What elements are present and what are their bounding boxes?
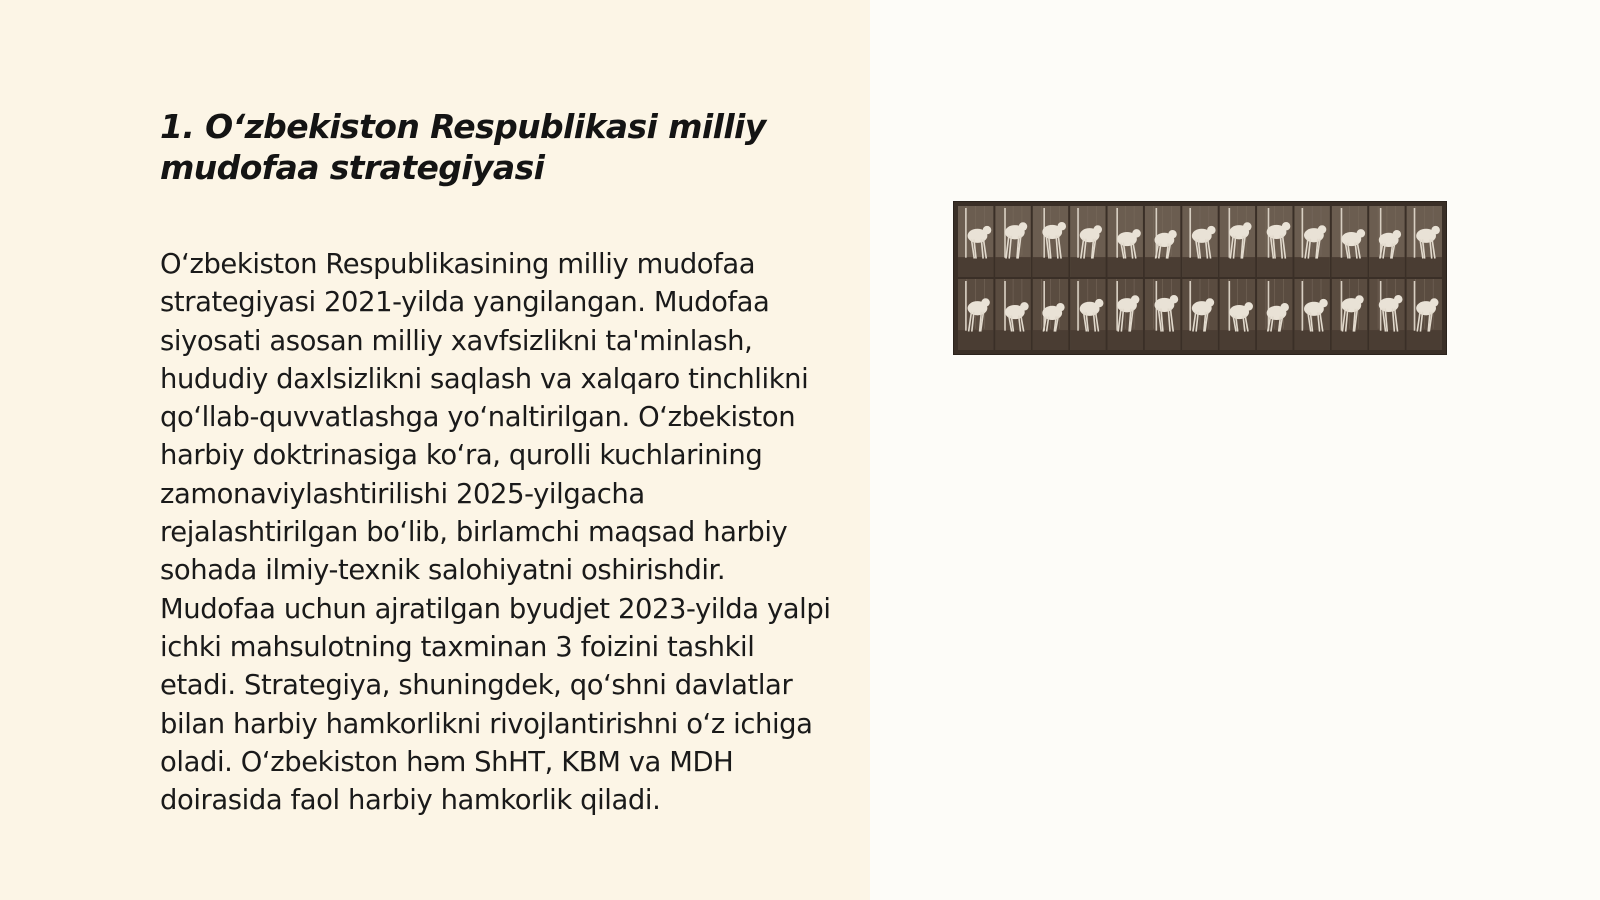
photo-frame	[1332, 206, 1367, 277]
photo-frame	[1332, 279, 1367, 350]
photo-frame	[1033, 279, 1068, 350]
slide-body-text: O‘zbekiston Respublikasining milliy mudofaa strategiyasi 2021-yilda yangilangan. Mudofaa siyosati asosan milliy xavfsizlikni ta'minlash, hududiy daxlsizlikni saqlash va xalqaro tinchlikni qo‘llab-quvvatlashga yo‘naltirilgan. O‘zbekiston harbiy doktrinasiga ko‘ra, qurolli kuchlarining zamonaviylashtirilishi 2025-yilgacha rejalashtirilgan bo‘lib, birlamchi maqsad harbiy sohada ilmiy-texnik salohiyatni oshirishdir. Mudofaa uchun ajratilgan byudjet 2023-yilda yalpi ichki mahsulotning taxminan 3 foizini tashkil etadi. Strategiya, shuningdek, qo‘shni davlatlar bilan harbiy hamkorlikni rivojlantirishni o‘z ichiga oladi. O‘zbekiston həm ShHT, KBM va MDH doirasida faol harbiy hamkorlik qiladi.	[160, 249, 831, 817]
motion-study-photo-strip	[954, 202, 1446, 354]
photo-strip-image	[954, 202, 1446, 354]
photo-frame	[1407, 206, 1442, 277]
photo-frame	[1070, 206, 1105, 277]
photo-frame	[995, 279, 1030, 350]
photo-frame	[1033, 206, 1068, 277]
photo-frame	[1108, 279, 1143, 350]
slide-title: 1. O‘zbekiston Respublikasi milliy mudofaa strategiyasi	[160, 107, 766, 187]
photo-frame	[1257, 279, 1292, 350]
photo-frame	[1108, 206, 1143, 277]
photo-frame	[958, 206, 993, 277]
photo-frame	[1369, 206, 1404, 277]
photo-frame	[1257, 206, 1292, 277]
photo-frame	[1220, 279, 1255, 350]
photo-frame	[1369, 279, 1404, 350]
photo-frame	[958, 279, 993, 350]
photo-frame	[1182, 206, 1217, 277]
right-panel	[870, 0, 1600, 900]
photo-frame	[1070, 279, 1105, 350]
photo-frame	[1407, 279, 1442, 350]
photo-frame	[1182, 279, 1217, 350]
photo-frame	[1220, 206, 1255, 277]
photo-frame	[1145, 279, 1180, 350]
photo-frame	[1145, 206, 1180, 277]
photo-frame	[995, 206, 1030, 277]
photo-frame	[1294, 206, 1329, 277]
photo-frame	[1294, 279, 1329, 350]
